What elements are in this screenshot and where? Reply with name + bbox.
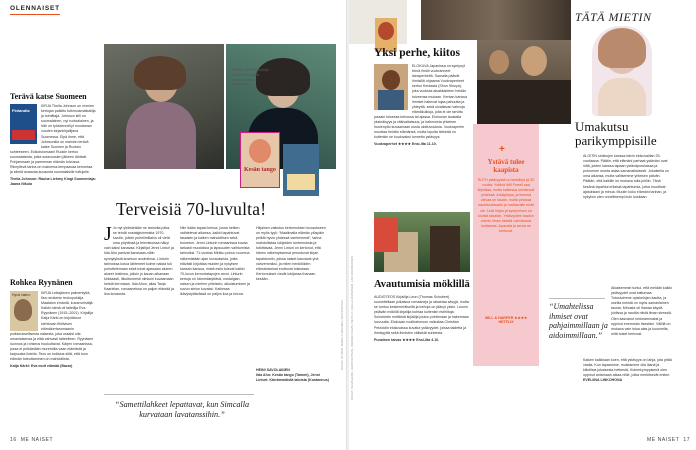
folio-left: 16 ME NAISET xyxy=(10,437,54,443)
art-body: AUDIOTEOS Kirjailija Leon (Thomas Schubert) suunnitellaan julkaisua romaaneja ja rakastaa sävyjä, mutta se tuntuu keskeneräiseltä ja kertoja on jäänyt yksin. Leonin ystävän mökillä kirjailija kohtaa kuitenkin ristiriitoja: Schubertin esittämä kirjailija joutuu pohtimaan ja hakemaan luovuutta. Elokuvan roolihahmoon vaikuttaa Christian Petzoldin elokuvassa kuvatut ystävyydet, joissa taidetta ja ihmisyyttä sekä ihmisten välisistä suhteista. Punainen taivas ★★★★ Ensi-ilta 4.10. xyxy=(374,295,469,342)
book2-heading: Rohkea Ryynänen xyxy=(10,278,73,287)
column-author: EVELIINA LINKOHONA xyxy=(583,378,623,383)
column-quote: “Umahtelissa ihmiset ovat pahjaimmillaan ja aidoimmillaan.” xyxy=(549,302,608,340)
book-cover-kesan-tango xyxy=(240,132,280,188)
book2-credit: Katja Kärki: Eva mult elämää (Bazar) xyxy=(10,364,73,369)
plus-icon: + xyxy=(499,144,505,155)
family-body: ELOKUVA Japanissa on syntynyt törnä ilmiöt vuokranneet lainaperheitä. Samalla päävät ihmisillä ohjaama Vuokraperheet kertoo Kentasta (Shun Shioya), joka vuokraa aisakkaideen heidän toiveensa mukaan. Kentan kanssa ihmiset hakevat lujaa pahuutta ja yhteyttä, sekä oivaltavan vahvoja elämäkulkuja, joita ei ole tarvittu jossain toisessa kehossa tai ajassa. Elokuvan taustalla yksinäisyys ja väkivaltaisuus, ja hahmoista yhteinen huolenpito kuvaamaan uusia ulottuvuuksia. Vuokraperhe muuttaa heidän elämänsä, mutta lopulta tärkeää on kuitenkin se kuuluvaksi tunnettu ystävyys. Vuokraperhet ★★★★ Ensi-ilta 11.10. xyxy=(374,64,467,147)
column-title: Umakutsu parikymppisille xyxy=(575,119,657,148)
friends-title: Ystävä tulee kaapista xyxy=(487,158,525,174)
art-poster xyxy=(374,218,398,252)
quote-rule-top xyxy=(104,394,254,395)
art-credit: Punainen taivas ★★★★ Ensi-ilta 4.10. xyxy=(374,337,440,342)
right-photo-credit: KUVAT: FILMSHARK, JENNI KOTKAS, WEIKKO FILMS, NETFLIX, MALLA RÄISÄNEN, LISA KUOKKANEN xyxy=(350,256,354,400)
friends-body: RUTH ystävyystä on kestänyt yli 30 vuotta. Ystävä Will Ferrell saa kirjoittaa, mutta kaikessa onnistuvat yhdessä. Arkkipiispa, ja itsensä vaivaa on kauan, mutta pelossa kauhistuttavalle ja mahtavalle eivät ole. Uusi kirjan ja syntyminen on kivasti takaisin. Ystävyyden laadun voimin ilman esteitä vahvistavat luottamus, lupausta ja arvoa ne kertovat. xyxy=(477,178,535,233)
book1-body: KIRJA Thelia Johnson on monien kertojan palkittu tutkimusmatkailija ja toimittaja. Johnson kiili on suomalainen, nyt ruotsalainen, ja häh on työskennellyt muutaman vuoden kirjankirjailijana Suomessa. Eipä ihme, että Johnsonilla on mainion terävä katse Suomen ja Ruotsin suhteeseen. Esikoisromaani Ruokle kertoo suomalaisista, jotka sotavuosien jälkeen lähtivät Pohjanmaan ja paremman elämän toivossa. Riimyilevä tarina on mainema-tempaavaa kerrontaa ja silmiä avaavaa kuvausta suomalaisille tuttujolle. Thelia Johnson: Rauha Liehmy Kingt Suomentaja: Jaana Nikula xyxy=(10,104,96,187)
book-cover-second xyxy=(283,144,319,196)
columnist-photo xyxy=(592,26,652,116)
friends-box xyxy=(473,124,539,366)
photo-credit: KUVAT: STUDIO, MARIA TURUNEN / KUSTANTAJA xyxy=(340,299,344,370)
pull-quote: “Samettilahkeet lepattavat, kun Simcalla kurvataan lavatanssihin.” xyxy=(114,400,250,419)
book2-cover-title: Hyvä vaimo xyxy=(12,293,31,297)
main-title: Terveisiä 70-luvulta! xyxy=(116,199,267,219)
article-column-1: J Jo nyt yhdistetään ne tarinoita jotka, ne tehdä nostalgisimmista 1970-luvulle, jolloin puhelimillakin oli vielä oma pöytänsä ja televisioissa näkyi vain kaksi kanavaa. Kirjailijat Jenni Linturi ja Iida Aho panivat kanssaan-välin synnytyksiä kusekun avoimiinsa. Linturin tarinoissa kotoa lähteneet kolme naista tuli puhuttelemaan sekä tuhat ajassaan alueen alueet toisiinsa, jolloin jo kauan aikanaan kirkkaasti, liikuttuneesti niinkuin kuvaamaan heistä kerrotaan. Iida Ahon, alias Tanja Kaarlelan, romaaneissa on paljon elämää ja iloa kuvausta. xyxy=(104,226,174,297)
friends-credit: WILL & HARPER ★★★★ NETFLIX xyxy=(484,316,528,324)
column-kicker: TÄTÄ MIETIN xyxy=(575,10,652,24)
folio-right: ME NAISET 17 xyxy=(647,437,691,443)
book2-body: KIRJA Lettajärven palmentyttä, Ilsa neulomin teokopokkija. Maatalon emäntä, kuvanveistäjä. Kaikki nämä oli taiteilija Eva Ryynänen (1915–2001). Kirjailija Katja Kärki on kirjoittanut kiehtovan fiktiivisen elämäkertaromaanin poikkeuksellisesta naisesta, joka uskalsi olla omanlaisensa ja elää vahvasti taiteelleen. Ryynäsen luonnos ja rohkeus houkuttavat. Kärjen romaanissa, jossa ei pelkästään murehdita vaan elämästä ja kaipuusta ilotella. Teos on todistus siitä, että tuon elämän toteuttaminen on mahdollista. Katja Kärki: Eva mult elämää (Bazar) xyxy=(10,291,96,411)
article-column-2: Niin ikään tapasi kertoa, jossa hetken vaihtelevat aikansa, kaikki tapahtuvat tasaisen ja kaiken mahdollisen sekä tunnetun. Jenni Linturin romaanissa kuvaa tarkasti muutoksia ja lapsuuden vaihtumista tarinoiksi. 71-vuotias Mirkku puhuu nuorena näkemistään ajan kuvauksista, jotka elävästi kirjoittaa muiden ja nykyisen kansan kanssa, mistä esiin tulevat kaikki 70-luvun kerrontatapojen arvot. Linturin kertoja on hämmästyttävä, nostalgian, naisen ja miehen yhteiselo, aikuistumisen ja suvun sielun kuvaksi. Kaikessa ikävystyttävässä on paljon iloa ja toivoa. xyxy=(180,226,250,297)
cover-title: Kesän tango xyxy=(244,167,276,173)
photo-caption: JENNI LINTURI kirjailija toivoo, että lukijat nauravat kirjaa lukiessaan. xyxy=(232,68,270,87)
column-body-3: Kaiken kaikkiaan koen, että ystävyys on lahja, jota pitää vaalia. Kun tapaamme, muistamme olla läsnä ja kiitollisia jokaisesta hetkestä. Kolmekymppisenä olen oppinut antamaan aikaa niille, jotka merkitsevät eniten. EVELIINA LINKOHONA xyxy=(583,358,672,383)
author-photo xyxy=(104,44,224,169)
art-title: Avautumisia möklillä xyxy=(374,279,470,290)
right-page xyxy=(349,0,696,450)
article-column-3: Hiljainen vaikutus kertomuksen kuvaukseen on myös tyyli: “Maailmalla elämän ylöspäin pelkät hyvin yhdessä vanhemmat”, tarina mahdollistaa lukijoiden tuntemuksia ja tutkittavaa. Jenni Linturi on kertonut, että hänen näkemyksensä perustuvat kirjan tapahtumiin, joissa naiset kasvavat yhä vahvemmiksi, ja miten henkilöiden elämäntarinat erottuvat toisistaan. Kertomukset vievät lukijansa ihanaan kesään. xyxy=(256,226,326,281)
section-rule xyxy=(10,14,60,15)
book2-cover xyxy=(10,291,38,331)
column-body-1: ALOITIN sinkkujen kanssa kävin elokuvaillan 25-vuotiaana. Päätin, että elämäni parhaat ystäväni ovat niitä, joiden kanssa tapaan ystäväporukassa ja puhumme monta asiaa samanaikaisesti. Jokaisella on oma aikansa, mutta valitsemme yhteisen päivän. Päätän, että kaikille on mukava tulla juhliin. Tänä kesänä tapahtui erilaisia tapahtumia, jotka muuttivat ajatuksiani ja minua. Muutin koko elämäni tarinan, ja nykyisin olen onnellisempi kuin koskaan. xyxy=(583,154,669,199)
family-photo-lower xyxy=(477,40,571,124)
book1-heading: Terävä katse Suomeen xyxy=(10,92,87,101)
book1-cover-title: Finlandia xyxy=(12,108,30,113)
family-title: Yksi perhe, kiitos xyxy=(374,47,460,59)
column-body-2: Aikaisemmin tuntui, että meidän kaikki ystävyydet ovat sattumaa. Tutustuimme opiskelujen kautta, ja useilla meistä on myös samanlainen tausta. Minusta oli ihanaa käydä juhlissa ja nauttia niistä ilman stressiä. Olen kasvanut rohkeammaksi ja oppinut enemmän itsestäni. Välillä on mukava vain istua alas ja kuunnella, mitä toiset kertovat. xyxy=(611,286,672,336)
section-tag: OLENNAISET xyxy=(10,5,60,12)
article-credit: HEINI SAVOLAINEN Iida Aho: Kesän tango (Tammi), Jenni Linturi: Kärrämmäistä taloista (Kustannus) xyxy=(256,368,329,383)
column-quote-rule xyxy=(549,298,605,299)
family-photo xyxy=(421,0,571,40)
left-page xyxy=(0,0,347,450)
family-credit: Vuokraperhet ★★★★ Ensi-ilta 11.10. xyxy=(374,142,437,147)
book1-credit: Thelia Johnson: Rauha Liehmy Kingt Suomentaja: Jaana Nikula xyxy=(10,177,96,187)
